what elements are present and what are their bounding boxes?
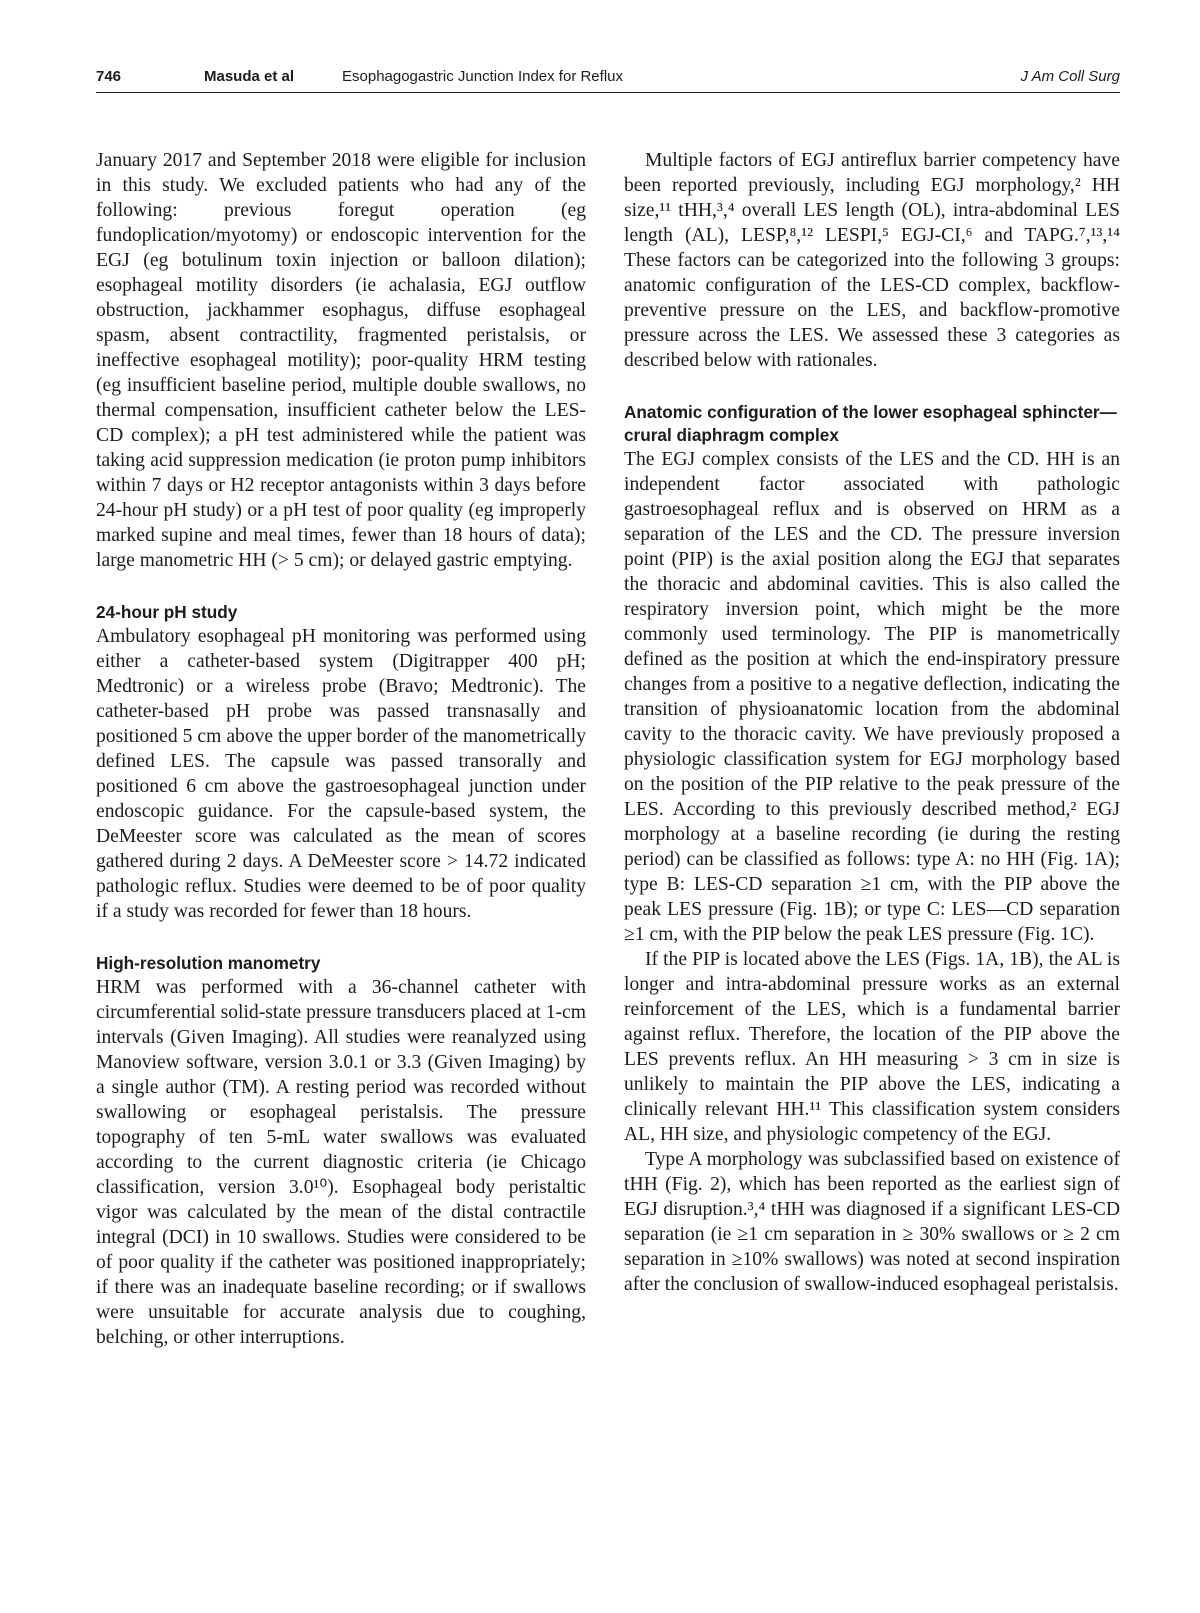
ph-study-paragraph: Ambulatory esophageal pH monitoring was performed using either a catheter-based system (Digitrapper 400 pH; Medtronic) or a wireless probe (Bravo; Medtronic). The catheter-based pH probe was passed transnasally and positioned 5 cm above the upper border of the manometrically defined LES. The capsule was passed transorally and positioned 6 cm above the gastroesophageal junction under endoscopic guidance. For the capsule-based system, the DeMeester score was calculated as the mean of scores gathered during 2 days. A DeMeester score > 14.72 indicated pathologic reflux. Studies were deemed to be of poor quality if a study was recorded for fewer than 18 hours. — [96, 626, 586, 922]
right-column — [624, 148, 1120, 1297]
journal-name: J Am Coll Surg — [1020, 68, 1120, 85]
exclusion-criteria-paragraph: January 2017 and September 2018 were eligible for inclusion in this study. We excluded patients who had any of the following: previous foregut operation (eg fundoplication/myotomy) or endoscopic intervention for the EGJ (eg botulinum toxin injection or balloon dilation); esophageal motility disorders (ie achalasia, EGJ outflow obstruction, jackhammer esophagus, diffuse esophageal spasm, absent contractility, fragmented peristalsis, or ineffective esophageal motility); poor-quality HRM testing (eg insufficient baseline period, multiple double swallows, no thermal compensation, insufficient catheter below the LES-CD complex); a pH test administered while the patient was taking acid suppression medication (ie proton pump inhibitors within 7 days or H2 receptor antagonists within 3 days before 24-hour pH study) or a pH test of poor quality (eg improperly marked supine and meal times, fewer than 18 hours of data); large manometric HH (> 5 cm); or delayed gastric emptying. — [96, 150, 586, 571]
page-number: 746 — [96, 68, 122, 85]
header-authors: Masuda et al — [204, 68, 295, 85]
left-column — [96, 148, 586, 1350]
hrm-paragraph: HRM was performed with a 36-channel catheter with circumferential solid-state pressure transducers placed at 1-cm intervals (Given Imaging). All studies were reanalyzed using Manoview software, version 3.0.1 or 3.3 (Given Imaging) by a single author (TM). A resting period was recorded without swallowing or esophageal peristalsis. The pressure topography of ten 5-mL water swallows was evaluated according to the current diagnostic criteria (ie Chicago classification, version 3.0¹⁰). Esophageal body peristaltic vigor was calculated by the mean of the distal contractile integral (DCI) in 10 swallows. Studies were considered to be of poor quality if the catheter was positioned inappropriately; if there was an inadequate baseline recording; or if swallows were unsuitable for accurate analysis due to coughing, belching, or other interruptions. — [96, 977, 586, 1348]
running-header — [96, 66, 1120, 93]
ph-study-heading: 24-hour pH study — [96, 602, 238, 622]
anatomic-paragraph-2: If the PIP is located above the LES (Figs. 1A, 1B), the AL is longer and intra-abdominal pressure works as an external reinforcement of the LES, which is a fundamental barrier against reflux. Therefore, the location of the PIP above the LES prevents reflux. An HH measuring > 3 cm in size is unlikely to maintain the PIP above the LES, indicating a clinically relevant HH.¹¹ This classification system considers AL, HH size, and physiologic competency of the EGJ. — [624, 949, 1120, 1145]
anatomic-configuration-heading: Anatomic configuration of the lower esophageal sphincter—crural diaphragm complex — [624, 402, 1117, 445]
factors-paragraph: Multiple factors of EGJ antireflux barrier competency have been reported previously, including EGJ morphology,² HH size,¹¹ tHH,³,⁴ overall LES length (OL), intra-abdominal LES length (AL), LESP,⁸,¹² LESPI,⁵ EGJ-CI,⁶ and TAPG.⁷,¹³,¹⁴ These factors can be categorized into the following 3 groups: anatomic configuration of the LES-CD complex, backflow-preventive pressure on the LES, and backflow-promotive pressure across the LES. We assessed these 3 categories as described below with rationales. — [624, 150, 1120, 371]
running-title: Esophagogastric Junction Index for Reflux — [342, 68, 623, 85]
hrm-heading: High-resolution manometry — [96, 953, 321, 973]
anatomic-paragraph-3: Type A morphology was subclassified based on existence of tHH (Fig. 2), which has been reported as the earliest sign of EGJ disruption.³,⁴ tHH was diagnosed if a significant LES-CD separation (ie ≥1 cm separation in ≥ 30% swallows or ≥ 2 cm separation in ≥10% swallows) was noted at second inspiration after the conclusion of swallow-induced esophageal peristalsis. — [624, 1149, 1120, 1295]
anatomic-paragraph-1: The EGJ complex consists of the LES and the CD. HH is an independent factor associated with pathologic gastroesophageal reflux and is observed on HRM as a separation of the LES and the CD. The pressure inversion point (PIP) is the axial position along the EGJ that separates the thoracic and abdominal cavities. This is also called the respiratory inversion point, which might be the more commonly used terminology. The PIP is manometrically defined as the position at which the end-inspiratory pressure changes from a positive to a negative deflection, indicating the transition of physioanatomic location from the abdominal cavity to the thoracic cavity. We have previously proposed a physiologic classification system for EGJ morphology based on the position of the PIP relative to the peak pressure of the LES. According to this previously described method,² EGJ morphology at a baseline recording (ie during the resting period) can be classified as follows: type A: no HH (Fig. 1A); type B: LES-CD separation ≥1 cm, with the PIP above the peak LES pressure (Fig. 1B); or type C: LES—CD separation ≥1 cm, with the PIP below the peak LES pressure (Fig. 1C). — [624, 449, 1120, 945]
